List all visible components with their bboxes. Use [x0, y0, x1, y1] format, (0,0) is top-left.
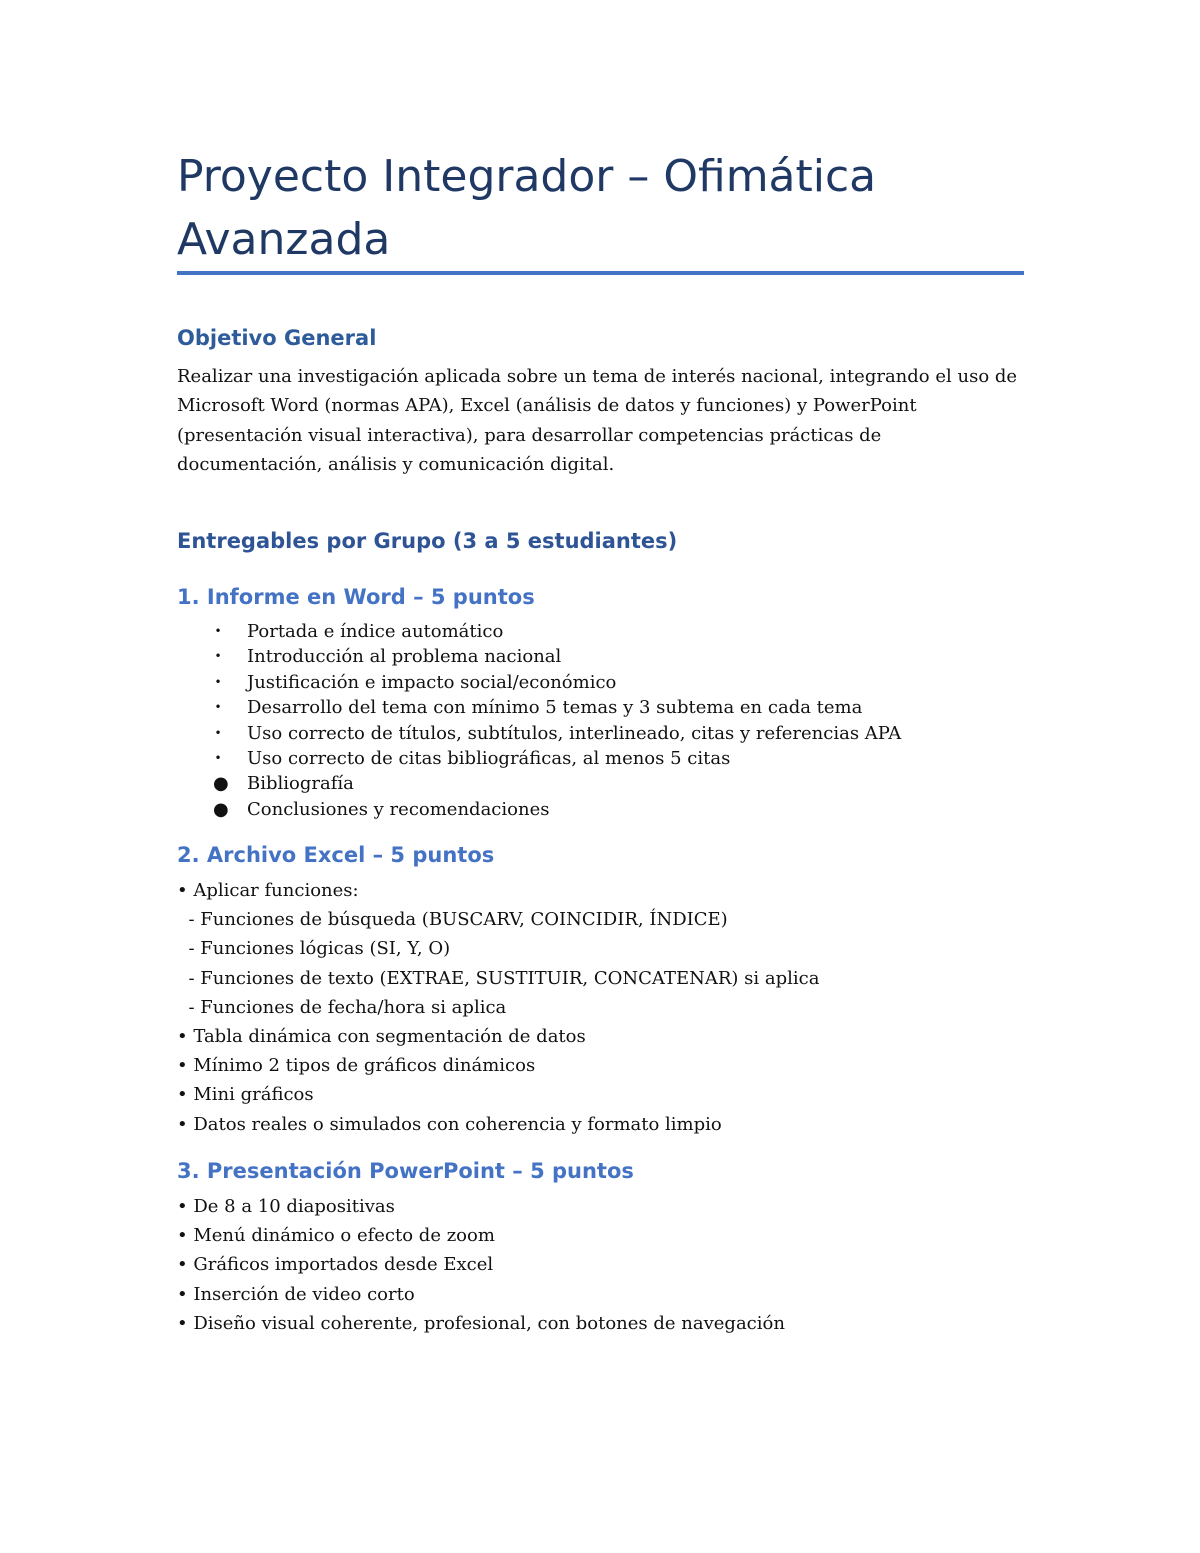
bullet-icon: ●: [213, 798, 229, 820]
list-item-text: Conclusiones y recomendaciones: [247, 798, 550, 820]
objective-text: Realizar una investigación aplicada sobre un tema de interés nacional, integrando el uso de Microsoft Word (normas APA), Excel (análisis de datos y funciones) y PowerPoint (presentación visual interactiva), para desarrollar competencias prácticas de documentación, análisis y comunicación digital.: [177, 366, 1018, 475]
list-item-text: Portada e índice automático: [247, 621, 504, 642]
list-item: • Aplicar funciones:: [177, 880, 359, 901]
list-item: • De 8 a 10 diapositivas: [177, 1196, 395, 1217]
bullet-icon: •: [214, 725, 222, 740]
list-item-text: Desarrollo del tema con mínimo 5 temas y 3 subtema en cada tema: [247, 697, 863, 719]
list-item: [177, 695, 901, 720]
list-item: - Funciones de búsqueda (BUSCARV, COINCIDIR, ÍNDICE): [177, 909, 728, 931]
list-item: [177, 644, 901, 669]
list-item: • Inserción de video corto: [177, 1283, 415, 1305]
powerpoint-items-list: [177, 1192, 785, 1338]
bullet-icon: •: [214, 624, 222, 638]
bullet-icon: •: [214, 750, 222, 765]
list-item: • Mínimo 2 tipos de gráficos dinámicos: [177, 1055, 536, 1077]
bullet-icon: •: [214, 649, 222, 664]
list-item: • Mini gráficos: [177, 1084, 314, 1106]
word-items-list: [177, 619, 901, 822]
list-item-text: Uso correcto de citas bibliográficas, al menos 5 citas: [247, 747, 731, 769]
excel-items-list: [177, 876, 819, 1139]
list-item-text: Justificación e impacto social/económico: [247, 671, 617, 693]
list-item: [177, 771, 901, 796]
bullet-icon: ●: [213, 773, 229, 795]
bullet-icon: •: [214, 700, 222, 715]
list-item-text: Bibliografía: [247, 773, 354, 795]
title-underline: [177, 271, 1024, 275]
list-item: - Funciones de fecha/hora si aplica: [177, 996, 507, 1018]
list-item: [177, 721, 901, 746]
list-item: • Menú dinámico o efecto de zoom: [177, 1225, 495, 1247]
excel-section-heading: 2. Archivo Excel – 5 puntos: [177, 843, 495, 867]
list-item: • Diseño visual coherente, profesional, con botones de navegación: [177, 1312, 785, 1334]
list-item: [177, 746, 901, 771]
powerpoint-section-heading: 3. Presentación PowerPoint – 5 puntos: [177, 1159, 634, 1183]
word-section-heading: 1. Informe en Word – 5 puntos: [177, 585, 535, 609]
deliverables-heading: Entregables por Grupo (3 a 5 estudiantes): [177, 529, 678, 553]
list-item: [177, 619, 901, 644]
list-item: • Datos reales o simulados con coherencia y formato limpio: [177, 1113, 722, 1135]
list-item-text: Uso correcto de títulos, subtítulos, interlineado, citas y referencias APA: [247, 722, 902, 744]
list-item: - Funciones lógicas (SI, Y, O): [177, 938, 451, 960]
bullet-icon: •: [214, 674, 222, 689]
list-item: [177, 797, 901, 822]
list-item: • Tabla dinámica con segmentación de datos: [177, 1025, 586, 1047]
document-title: Proyecto Integrador – Ofimática Avanzada: [177, 151, 877, 265]
objective-heading: Objetivo General: [177, 326, 377, 350]
list-item-text: Introducción al problema nacional: [247, 646, 562, 668]
list-item: • Gráficos importados desde Excel: [177, 1254, 494, 1276]
list-item: - Funciones de texto (EXTRAE, SUSTITUIR, CONCATENAR) si aplica: [177, 967, 820, 989]
list-item: [177, 670, 901, 695]
